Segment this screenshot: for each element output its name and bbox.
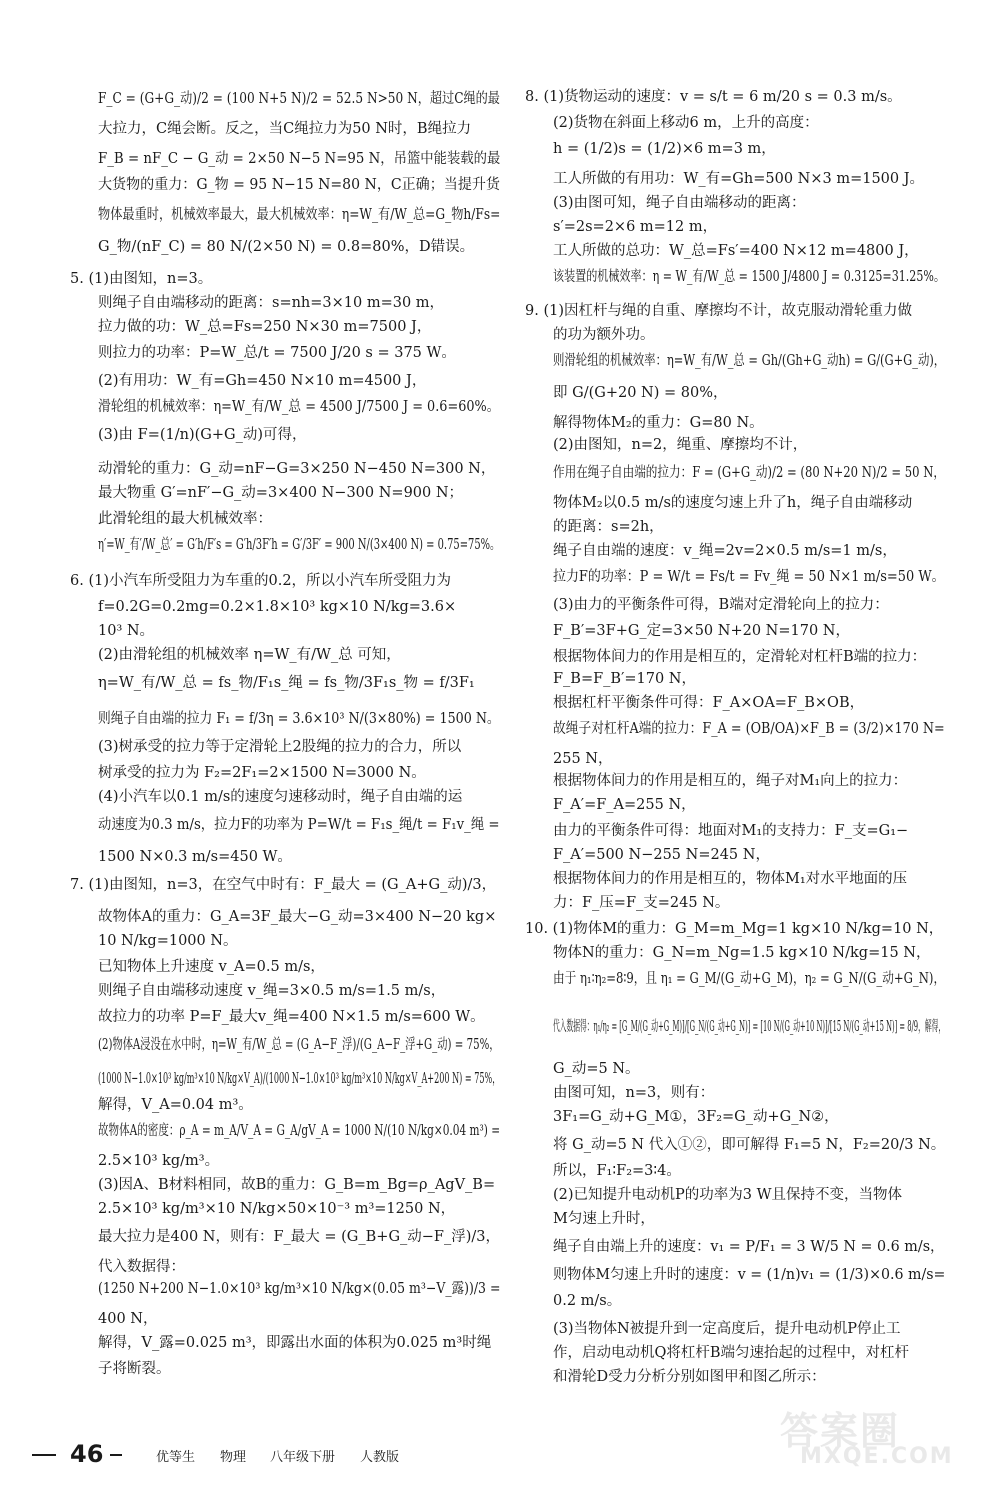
book-subject: 物理 [220,1450,247,1465]
answer-line: 所以，F₁∶F₂=3∶4。 [553,1163,681,1179]
answer-line: (1250 N+200 N−1.0×10³ kg/m³×10 N/kg×(0.05 m³−V_露))/3 = [98,1281,501,1297]
answer-line: 大拉力，C绳会断。反之，当C绳拉力为50 N时，B绳拉力 [98,121,472,137]
answer-line: 故物体A的密度：ρ_A = m_A/V_A = G_A/gV_A = 1000 N/(10 N/kg×0.04 m³) = [98,1123,501,1139]
answer-line: 2.5×10³ kg/m³×10 N/kg×50×10⁻³ m³=1250 N， [98,1201,456,1217]
answer-line: (3)由图可知，绳子自由端移动的距离： [553,195,806,211]
answer-line: 解得，V_露=0.025 m³，即露出水面的体积为0.025 m³时绳 [98,1335,492,1351]
answer-line: 拉力做的功：W_总=Fs=250 N×30 m=7500 J， [98,319,432,335]
page-number: 46 [70,1440,104,1468]
answer-line: (2)有用功：W_有=Gh=450 N×10 m=4500 J， [98,373,427,389]
answer-line: 根据杠杆平衡条件可得：F_A×OA=F_B×OB， [553,695,865,711]
answer-line: 工人所做的总功：W_总=Fs′=400 N×12 m=4800 J， [553,243,919,259]
answer-line: 物体N的重力：G_N=m_Ng=1.5 kg×10 N/kg=15 N， [553,945,931,961]
answer-line: 大货物的重力：G_物 = 95 N−15 N=80 N，C正确；当提升货 [98,177,500,193]
answer-line: 故物体A的重力：G_A=3F_最大−G_动=3×400 N−20 kg× [98,909,497,925]
answer-line: F_B′=3F+G_定=3×50 N+20 N=170 N， [553,623,850,639]
answer-line: 10³ N。 [98,623,155,639]
answer-line: (4)小汽车以0.1 m/s的速度匀速移动时，绳子自由端的运 [98,789,463,805]
answer-line: 绳子自由端的速度：v_绳=2v=2×0.5 m/s=1 m/s， [553,543,897,559]
answer-line: η=W_有/W_总 = fs_物/F₁s_绳 = fs_物/3F₁s_物 = f/3F₁ [98,675,475,691]
answer-line: 根据物体间力的作用是相互的，绳子对M₁向上的拉力： [553,773,908,789]
answer-line: 物体最重时，机械效率最大，最大机械效率：η=W_有/W_总=G_物h/Fs= [98,207,501,223]
watermark-url: MXQE.COM [800,1444,954,1469]
answer-line: 动速度为0.3 m/s，拉力F的功率为 P=W/t = F₁s_绳/t = F₁v_绳 = [98,817,500,833]
answer-line: (3)由力的平衡条件可得，B端对定滑轮向上的拉力： [553,597,889,613]
book-grade: 八年级下册 [270,1450,336,1465]
answer-line: 9. (1)因杠杆与绳的自重、摩擦均不计，故克服动滑轮重力做 [525,303,912,319]
answer-line: 255 N， [553,751,613,767]
answer-line: f=0.2G=0.2mg=0.2×1.8×10³ kg×10 N/kg=3.6× [98,599,457,615]
answer-line: 的功为额外功。 [553,327,655,343]
answer-line: 2.5×10³ kg/m³。 [98,1153,220,1169]
answer-line: 代入数据得： [98,1259,185,1275]
answer-line: (1000 N−1.0×10³ kg/m³×10 N/kg×V_A)/(1000 N−1.0×10³ kg/m³×10 N/kg×V_A+200 N) = 75%， [98,1071,501,1087]
answer-line: G_物/(nF_C) = 80 N/(2×50 N) = 0.8=80%，D错误。 [98,239,475,255]
answer-line: (3)当物体N被提升到一定高度后，提升电动机P停止工 [553,1321,901,1337]
answer-line: 树承受的拉力为 F₂=2F₁=2×1500 N=3000 N。 [98,765,426,781]
answer-line: 10. (1)物体M的重力：G_M=m_Mg=1 kg×10 N/kg=10 N， [525,921,944,937]
answer-line: M匀速上升时， [553,1211,655,1227]
answer-line: 作，启动电动机Q将杠杆B端匀速抬起的过程中，对杠杆 [553,1345,910,1361]
answer-line: F_A′=500 N−255 N=245 N， [553,847,770,863]
answer-line: 即 G/(G+20 N) = 80%， [553,385,728,401]
answer-line: 由于 η₁∶η₂=8∶9，且 η₁ = G_M/(G_动+G_M)，η₂ = G_N/(G_动+G_N)， [553,971,946,987]
footer-dash [32,1454,56,1456]
answer-line: 子将断裂。 [98,1361,171,1377]
answer-line: η′=W_有′/W_总′ = G′h/F′s = G′h/3F′h = G′/3F′ = 900 N/(3×400 N) = 0.75=75%。 [98,537,500,553]
answer-line: (2)已知提升电动机P的功率为3 W且保持不变，当物体 [553,1187,903,1203]
answer-line: 根据物体间力的作用是相互的，定滑轮对杠杆B端的拉力： [553,649,927,665]
answer-line: 则滑轮组的机械效率：η=W_有/W_总 = Gh/(Gh+G_动h) = G/(G+G_动)， [553,353,946,369]
answer-line: 0.2 m/s。 [553,1293,622,1309]
answer-line: 解得，V_A=0.04 m³。 [98,1097,253,1113]
answer-line: F_A′=F_A=255 N， [553,797,696,813]
answer-line: 由图可知，n=3，则有： [553,1085,715,1101]
answer-line: G_动=5 N。 [553,1061,640,1077]
answer-line: 8. (1)货物运动的速度：v = s/t = 6 m/20 s = 0.3 m/s。 [525,89,902,105]
answer-line: (3)树承受的拉力等于定滑轮上2股绳的拉力的合力，所以 [98,739,462,755]
answer-line: 动滑轮的重力：G_动=nF−G=3×250 N−450 N=300 N， [98,461,496,477]
answer-line: 3F₁=G_动+G_M①，3F₂=G_动+G_N②， [553,1109,839,1125]
answer-line: 解得物体M₂的重力：G=80 N。 [553,415,764,431]
answer-line: 则绳子自由端移动的距离：s=nh=3×10 m=30 m， [98,295,445,311]
answer-line: 5. (1)由图知，n=3。 [70,271,213,287]
answer-line: 故绳子对杠杆A端的拉力：F_A = (OB/OA)×F_B = (3/2)×170 N= [553,721,945,737]
answer-line: 作用在绳子自由端的拉力：F = (G+G_动)/2 = (80 N+20 N)/2 = 50 N， [553,465,945,481]
answer-line: 已知物体上升速度 v_A=0.5 m/s， [98,959,325,975]
answer-line: 则绳子自由端的拉力 F₁ = f/3η = 3.6×10³ N/(3×80%) = 1500 N。 [98,711,500,727]
answer-line: 则物体M匀速上升时的速度：v = (1/n)v₁ = (1/3)×0.6 m/s= [553,1267,946,1283]
answer-line: s′=2s=2×6 m=12 m， [553,219,718,235]
answer-line: (3)因A、B材料相同，故B的重力：G_B=m_Bg=ρ_AgV_B= [98,1177,496,1193]
answer-line: 由力的平衡条件可得：地面对M₁的支持力：F_支=G₁− [553,823,909,839]
answer-line: 将 G_动=5 N 代入①②，即可解得 F₁=5 N，F₂=20/3 N。 [553,1137,946,1153]
answer-line: 物体M₂以0.5 m/s的速度匀速上升了h，绳子自由端移动 [553,495,913,511]
answer-line: 则绳子自由端移动速度 v_绳=3×0.5 m/s=1.5 m/s， [98,983,446,999]
site-watermark [780,1400,960,1470]
answer-line: 和滑轮D受力分析分别如图甲和图乙所示： [553,1369,826,1385]
answer-line: F_B = nF_C − G_动 = 2×50 N−5 N=95 N，吊篮中能装载的最 [98,151,501,167]
answer-line: F_B=F_B′=170 N， [553,671,696,687]
book-edition: 人教版 [360,1450,400,1465]
answer-line: 拉力F的功率：P = W/t = Fs/t = Fv_绳 = 50 N×1 m/s=50 W。 [553,569,945,585]
answer-line: (2)物体A浸没在水中时，η=W_有/W_总 = (G_A−F_浮)/(G_A−F_浮+G_动) = 75%， [98,1037,500,1053]
answer-line: 故拉力的功率 P=F_最大v_绳=400 N×1.5 m/s=600 W。 [98,1009,485,1025]
answer-line: 1500 N×0.3 m/s=450 W。 [98,849,292,865]
answer-line: 代入数据得：η₁/η₂ = [G_M/(G_动+G_M)]/[G_N/(G_动+G_N)] = [10 N/(G_动+10 N)]/[15 N/(G_动+15 N)] = 8/9，解得， [553,1019,946,1035]
answer-line: (3)由 F=(1/n)(G+G_动)可得， [98,427,307,443]
answer-line: (2)由滑轮组的机械效率 η=W_有/W_总 可知， [98,647,401,663]
answer-line: 最大物重 G′=nF′−G_动=3×400 N−300 N=900 N； [98,485,464,501]
answer-line: 力：F_压=F_支=245 N。 [553,895,730,911]
answer-line: 10 N/kg=1000 N。 [98,933,238,949]
answer-line: 该装置的机械效率：η = W_有/W_总 = 1500 J/4800 J = 0.3125=31.25%。 [553,269,945,285]
answer-line: 400 N， [98,1311,158,1327]
answer-line: 工人所做的有用功：W_有=Gh=500 N×3 m=1500 J。 [553,171,925,187]
answer-line: 绳子自由端上升的速度：v₁ = P/F₁ = 3 W/5 N = 0.6 m/s， [553,1239,945,1255]
answer-line: F_C = (G+G_动)/2 = (100 N+5 N)/2 = 52.5 N>50 N，超过C绳的最 [98,91,500,107]
answer-line: 的距离：s=2h， [553,519,664,535]
answer-line: 7. (1)由图知，n=3，在空气中时有：F_最大 = (G_A+G_动)/3， [70,877,497,893]
answer-line: 最大拉力是400 N，则有：F_最大 = (G_B+G_动−F_浮)/3， [98,1229,501,1245]
answer-line: 滑轮组的机械效率：η=W_有/W_总 = 4500 J/7500 J = 0.6=60%。 [98,399,500,415]
answer-line: (2)货物在斜面上移动6 m，上升的高度： [553,115,819,131]
answer-line: 则拉力的功率：P=W_总/t = 7500 J/20 s = 375 W。 [98,345,456,361]
answer-line: 此滑轮组的最大机械效率： [98,511,272,527]
book-brand: 优等生 [156,1450,196,1465]
answer-line: 根据物体间力的作用是相互的，物体M₁对水平地面的压 [553,871,908,887]
watermark-logo-text: 答案圈 [780,1409,901,1453]
footer-dash [110,1454,122,1456]
answer-line: (2)由图知，n=2，绳重、摩擦均不计， [553,437,808,453]
answer-line: 6. (1)小汽车所受阻力为车重的0.2，所以小汽车所受阻力为 [70,573,452,589]
answer-line: h = (1/2)s = (1/2)×6 m=3 m， [553,141,776,157]
